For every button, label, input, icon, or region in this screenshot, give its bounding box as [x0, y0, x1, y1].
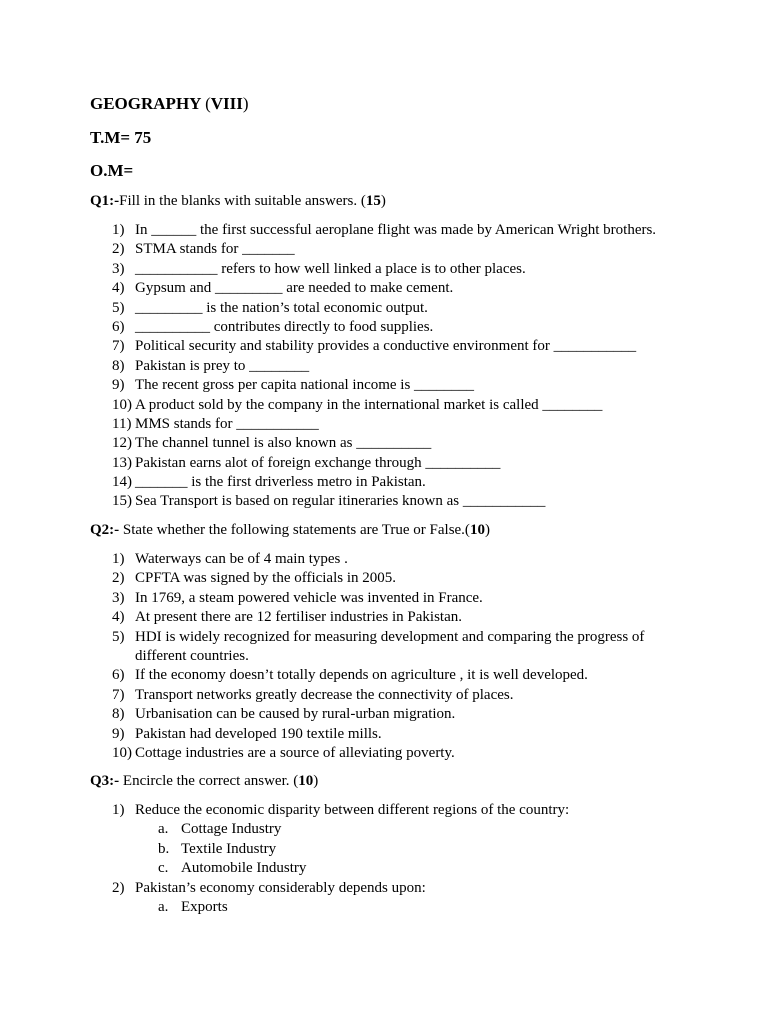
total-marks: T.M= 75 — [90, 128, 152, 147]
question-3-heading: Q3:- Encircle the correct answer. (10) — [90, 773, 319, 789]
question-3-label: Q3:- — [90, 773, 120, 789]
question-2-marks: 10 — [469, 522, 485, 538]
question-3-marks: 10 — [298, 773, 314, 789]
question-2-label: Q2:- — [90, 522, 120, 538]
exam-page: GEOGRAPHY (VIII) T.M= 75 O.M= Q1:-Fill in the blanks with suitable answers. (15) 1) In ______ the first successful aeroplane flight was made by American Wright brothers. 2) STMA stands for _______ 3) ___________ refers to how well linked a place is to other places. 4) Gypsum and _________ are needed to make cement. 5) _________ is the nation’s total economic output. 6) __________ contributes directly to food supplies. 7) Political security and stability provides a conductive environment for ___________ 8) Pakistan is prey to ________ 9) The recent gross per capita national income is ________ 10) A product sold by the company in the international market is called ________ 11) MMS stands for ___________ 12) The channel tunnel is also known as __________ 13) Pakistan earns alot of foreign exchange through __________ 14) _______ is the first driverless metro in Pakistan. 15) Sea Transport is based on regular itineraries known as ___________ Q2:- State whether the following statements are True or False.(10) 1) Waterways can be of 4 main types . 2) CPFTA was signed by the officials in 2005. 3) In 1769, a steam powered vehicle was invented in France. 4) At present there are 12 fertiliser industries in Pakistan. 5) HDI is widely recognized for measuring development and comparing the progress of different countries. 6) If the economy doesn’t totally depends on agriculture , it is well developed. 7) Transport networks greatly decrease the connectivity of places. 8) Urbanisation can be caused by rural-urban migration. 9) Pakistan had developed 190 textile mills. 10) Cottage industries are a source of alleviating poverty. Q3:- Encircle the correct answer. (10) 1) Reduce the economic disparity between different regions of the country: a. Cottage Industry b. Textile Industry c. Automobile Industry 2) Pakistan’s economy considerably depends upon: a. Exports — [90, 94, 657, 915]
question-2-heading: Q2:- State whether the following statements are True or False.(10) — [90, 522, 490, 538]
question-2-instruction: State whether the following statements are True or False.( — [119, 522, 470, 538]
question-1-label: Q1:- — [90, 193, 120, 209]
subject-heading: GEOGRAPHY (VIII) — [90, 94, 249, 113]
obtained-marks: O.M= — [90, 161, 134, 180]
question-1-instruction: Fill in the blanks with suitable answers. ( — [119, 193, 366, 209]
question-3-instruction: Encircle the correct answer. ( — [119, 773, 299, 789]
subject-name: GEOGRAPHY — [90, 94, 201, 113]
grade-label: VIII — [210, 94, 243, 113]
question-1-heading: Q1:-Fill in the blanks with suitable answers. (15) — [90, 193, 386, 209]
question-1-marks: 15 — [365, 193, 381, 209]
